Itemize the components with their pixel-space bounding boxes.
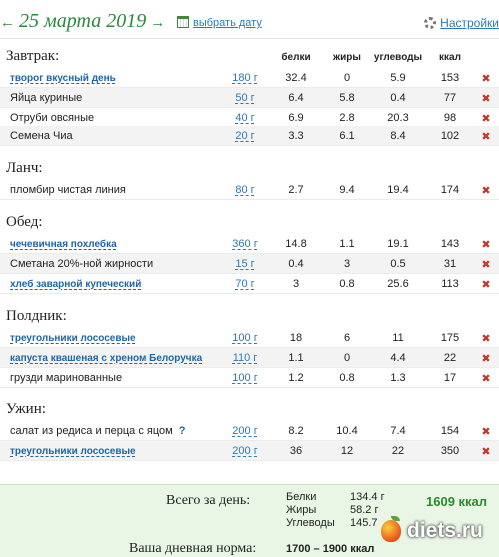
table-row <box>0 88 499 108</box>
kcal-value: 98 <box>443 112 457 124</box>
protein-value: 3.3 <box>288 130 304 142</box>
delete-icon[interactable]: ✖ <box>481 259 491 271</box>
fat-value: 12 <box>340 445 354 457</box>
food-name-link[interactable]: чечевичная похлебка <box>10 239 117 250</box>
help-icon[interactable]: ? <box>178 425 186 437</box>
protein-value: 32.4 <box>285 72 307 84</box>
fat-value: 0.8 <box>339 278 355 290</box>
food-name: Сметана 20%-ной жирности <box>10 258 154 270</box>
fat-value: 6.1 <box>339 130 355 142</box>
fat-value: 0 <box>343 72 351 84</box>
amount-link[interactable]: 15 г <box>235 258 255 270</box>
watermark <box>377 516 499 550</box>
table-row <box>0 254 499 274</box>
day-total-label: Всего за день: <box>166 493 251 508</box>
protein-total-value: 134.4 г <box>350 491 385 503</box>
delete-icon[interactable]: ✖ <box>481 333 491 345</box>
table-row <box>0 234 499 254</box>
watermark-text: diets.ru <box>407 519 483 542</box>
amount-link[interactable]: 200 г <box>232 425 258 437</box>
kcal-value: 153 <box>440 72 460 84</box>
delete-icon[interactable]: ✖ <box>481 131 491 143</box>
carbs-value: 8.4 <box>390 130 406 142</box>
carbs-value: 19.4 <box>387 184 409 196</box>
protein-value: 14.8 <box>285 238 307 250</box>
table-row <box>0 68 499 88</box>
column-header-fat: жиры <box>333 52 361 63</box>
table-row <box>0 180 499 200</box>
calendar-icon <box>177 16 189 28</box>
delete-icon[interactable]: ✖ <box>481 113 491 125</box>
kcal-value: 31 <box>443 258 457 270</box>
table-row <box>0 108 499 128</box>
kcal-value: 113 <box>441 278 459 290</box>
prev-day-arrow[interactable]: ← <box>0 15 15 31</box>
apple-logo-icon <box>381 520 401 542</box>
table-row <box>0 274 499 294</box>
carbs-value: 11 <box>392 332 404 344</box>
delete-icon[interactable]: ✖ <box>481 73 491 85</box>
protein-value: 2.7 <box>288 184 304 196</box>
table-row <box>0 126 499 146</box>
protein-value: 18 <box>289 332 303 344</box>
column-header-kcal: ккал <box>439 52 461 63</box>
gear-icon <box>424 17 436 29</box>
settings-link[interactable] <box>424 16 499 30</box>
delete-icon[interactable]: ✖ <box>481 446 491 458</box>
settings-label: Настройки <box>440 16 499 30</box>
amount-link[interactable]: 80 г <box>235 184 255 196</box>
next-day-arrow[interactable]: → <box>150 15 166 31</box>
column-header-protein: белки <box>281 52 311 63</box>
fat-value: 3 <box>343 258 351 270</box>
carbs-value: 0.4 <box>390 92 406 104</box>
kcal-value: 102 <box>440 130 460 142</box>
table-row <box>0 328 499 348</box>
food-name-link[interactable]: треугольники лососевые <box>10 333 136 344</box>
delete-icon[interactable]: ✖ <box>481 426 491 438</box>
protein-value: 8.2 <box>288 425 304 437</box>
food-name: грузди маринованные <box>10 372 123 384</box>
delete-icon[interactable]: ✖ <box>481 239 491 251</box>
carbs-total-label: Углеводы <box>286 517 335 529</box>
date-navigator <box>0 10 165 33</box>
meal-title-dinner: Обед: <box>6 214 43 230</box>
fat-total-label: Жиры <box>286 504 317 516</box>
carbs-value: 19.1 <box>387 238 409 250</box>
current-date: 25 марта 2019 <box>19 10 147 32</box>
table-row <box>0 368 499 388</box>
amount-link[interactable]: 110 г <box>232 352 258 364</box>
fat-value: 6 <box>343 332 351 344</box>
fat-value: 2.8 <box>339 112 355 124</box>
delete-icon[interactable]: ✖ <box>481 185 491 197</box>
food-name: пломбир чистая линия <box>10 184 126 196</box>
kcal-value: 77 <box>443 92 457 104</box>
kcal-value: 22 <box>443 352 457 364</box>
table-row <box>0 441 499 461</box>
protein-value: 3 <box>292 278 300 290</box>
meal-title-breakfast: Завтрак: <box>6 48 60 64</box>
protein-value: 1.2 <box>288 372 304 384</box>
amount-link[interactable]: 360 г <box>232 238 258 250</box>
pick-date-label: выбрать дату <box>193 17 262 29</box>
kcal-value: 154 <box>440 425 460 437</box>
food-name-link[interactable]: треугольники лососевые <box>10 446 136 457</box>
carbs-value: 4.4 <box>390 352 406 364</box>
kcal-value: 175 <box>440 332 460 344</box>
carbs-value: 22 <box>391 445 405 457</box>
protein-value: 0.4 <box>288 258 304 270</box>
kcal-value: 350 <box>440 445 460 457</box>
food-name: Отруби овсяные <box>10 112 95 124</box>
food-name: Семена Чиа <box>10 130 73 142</box>
carbs-value: 5.9 <box>390 72 406 84</box>
kcal-value: 143 <box>440 238 460 250</box>
amount-link[interactable]: 100 г <box>232 332 258 344</box>
table-row <box>0 421 499 441</box>
amount-link[interactable]: 50 г <box>235 92 255 104</box>
fat-value: 1.1 <box>339 238 355 250</box>
total-kcal: 1609 ккал <box>426 494 488 509</box>
daily-norm-label: Ваша дневная норма: <box>129 541 257 556</box>
amount-link[interactable]: 100 г <box>232 372 258 384</box>
meal-title-snack: Полдник: <box>6 308 67 324</box>
meal-title-supper: Ужин: <box>6 401 46 417</box>
food-name-link[interactable]: хлеб заварной купеческий <box>10 279 142 290</box>
food-name: Яйца куриные <box>10 92 83 104</box>
protein-total-label: Белки <box>286 491 317 503</box>
amount-link[interactable]: 70 г <box>235 278 255 290</box>
divider <box>0 38 499 39</box>
fat-value: 0.8 <box>339 372 355 384</box>
carbs-value: 20.3 <box>387 112 409 124</box>
food-name-link[interactable]: капуста квашеная с хреном Белоручка <box>10 353 203 364</box>
carbs-value: 25.6 <box>387 278 409 290</box>
carbs-value: 0.5 <box>390 258 406 270</box>
fat-value: 5.8 <box>339 92 355 104</box>
pick-date-link[interactable] <box>177 16 262 29</box>
meal-title-lunch: Ланч: <box>6 160 43 176</box>
amount-link[interactable]: 40 г <box>235 112 255 124</box>
amount-link[interactable]: 200 г <box>232 445 258 457</box>
food-name-link[interactable]: творог вкусный день <box>10 73 116 84</box>
protein-value: 6.9 <box>288 112 304 124</box>
daily-norm-value: 1700 – 1900 ккал <box>286 543 375 555</box>
fat-value: 9.4 <box>339 184 355 196</box>
carbs-value: 7.4 <box>390 425 406 437</box>
delete-icon[interactable]: ✖ <box>481 373 491 385</box>
fat-value: 10.4 <box>336 425 358 437</box>
kcal-value: 174 <box>440 184 460 196</box>
table-row <box>0 348 499 368</box>
amount-link[interactable]: 180 г <box>232 72 258 84</box>
delete-icon[interactable]: ✖ <box>481 353 491 365</box>
amount-link[interactable]: 20 г <box>235 130 255 142</box>
carbs-total-value: 145.7 <box>350 517 378 529</box>
kcal-value: 17 <box>443 372 457 384</box>
column-header-carbs: углеводы <box>373 52 423 63</box>
protein-value: 36 <box>289 445 303 457</box>
fat-total-value: 58.2 г <box>350 504 379 516</box>
delete-icon[interactable]: ✖ <box>481 93 491 105</box>
carbs-value: 1.3 <box>390 372 406 384</box>
food-name <box>10 425 185 437</box>
delete-icon[interactable]: ✖ <box>481 279 491 291</box>
protein-value: 1.1 <box>288 352 304 364</box>
food-name-text: салат из редиса и перца с яцом <box>10 425 173 437</box>
protein-value: 6.4 <box>288 92 304 104</box>
fat-value: 0 <box>343 352 351 364</box>
